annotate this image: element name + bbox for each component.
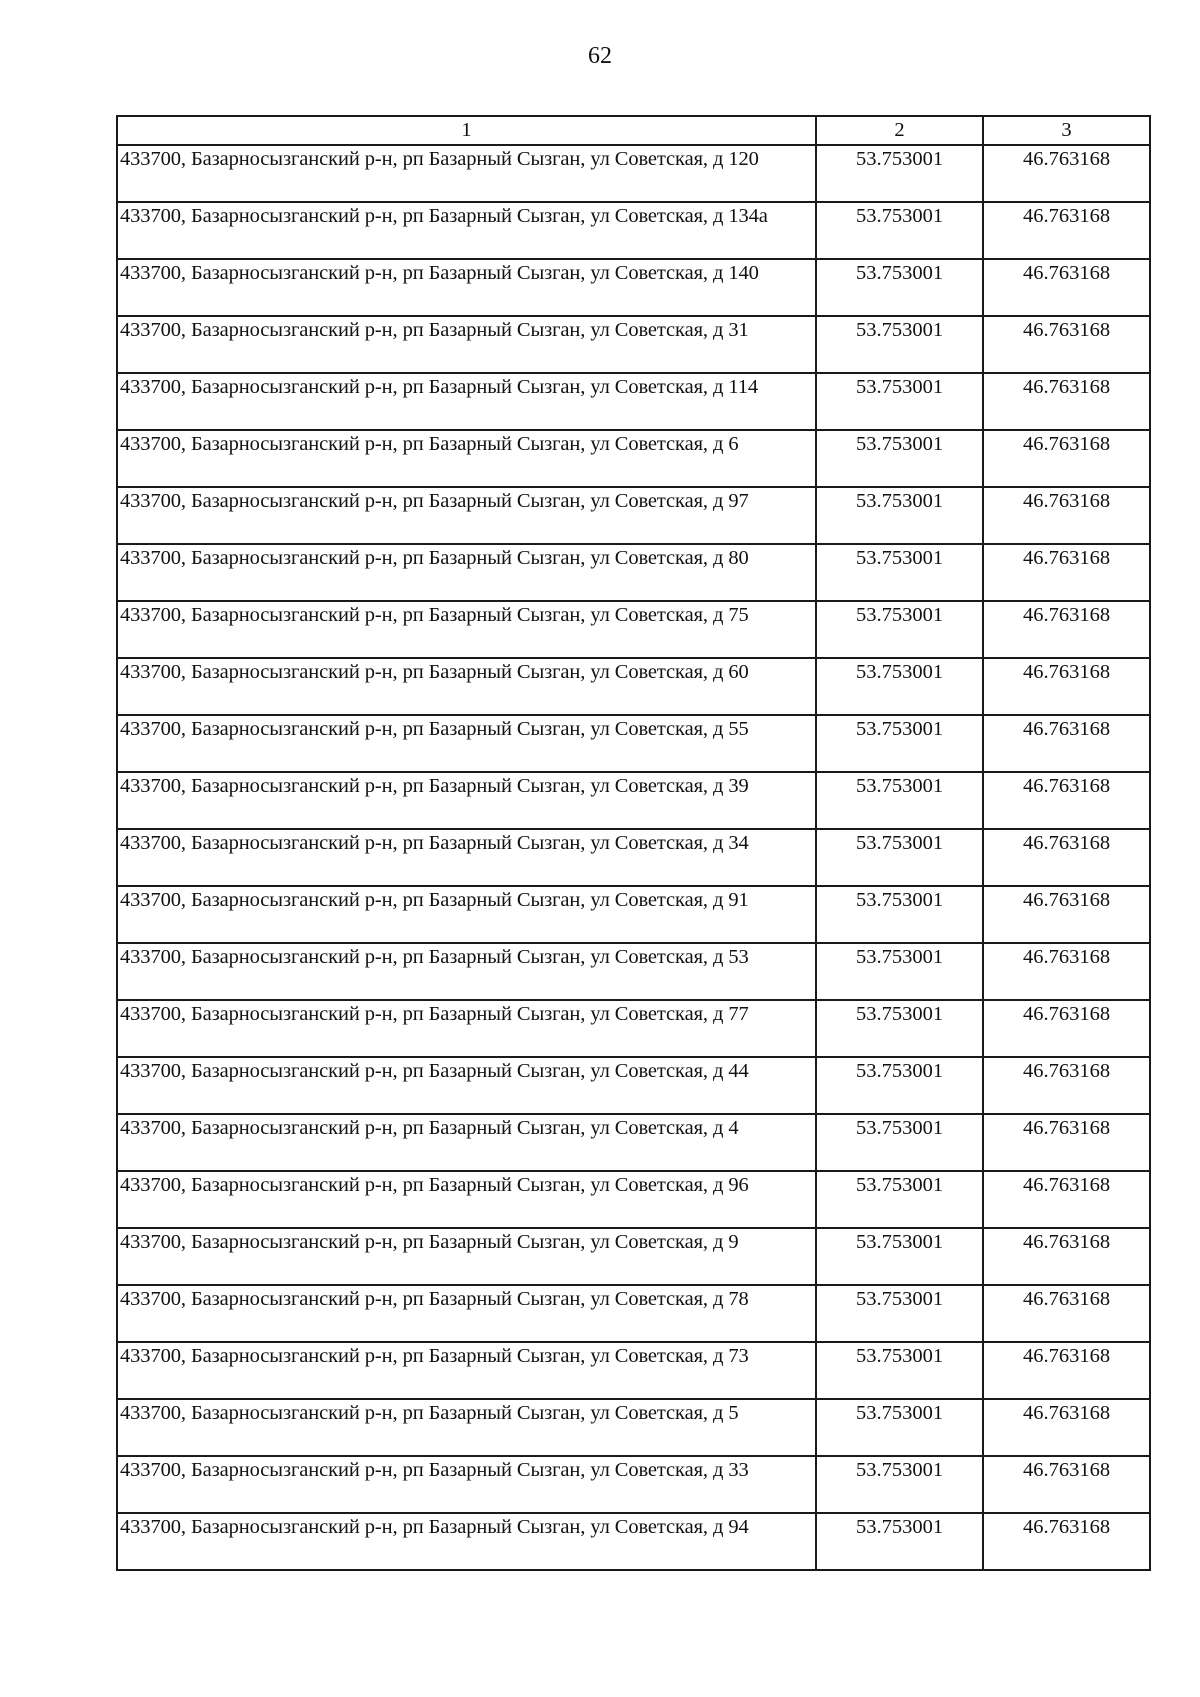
longitude-cell: 46.763168	[983, 772, 1150, 829]
address-cell: 433700, Базарносызганский р-н, рп Базарный Сызган, ул Советская, д 39	[117, 772, 816, 829]
address-cell: 433700, Базарносызганский р-н, рп Базарный Сызган, ул Советская, д 9	[117, 1228, 816, 1285]
table-row	[117, 943, 1150, 1000]
address-cell: 433700, Базарносызганский р-н, рп Базарный Сызган, ул Советская, д 134а	[117, 202, 816, 259]
longitude-cell: 46.763168	[983, 1285, 1150, 1342]
table-row	[117, 1057, 1150, 1114]
latitude-cell: 53.753001	[816, 1342, 983, 1399]
table-row	[117, 1114, 1150, 1171]
address-cell: 433700, Базарносызганский р-н, рп Базарный Сызган, ул Советская, д 78	[117, 1285, 816, 1342]
latitude-cell: 53.753001	[816, 430, 983, 487]
longitude-cell: 46.763168	[983, 316, 1150, 373]
table-row	[117, 202, 1150, 259]
address-cell: 433700, Базарносызганский р-н, рп Базарный Сызган, ул Советская, д 6	[117, 430, 816, 487]
address-table	[116, 115, 1151, 1571]
address-cell: 433700, Базарносызганский р-н, рп Базарный Сызган, ул Советская, д 5	[117, 1399, 816, 1456]
address-cell: 433700, Базарносызганский р-н, рп Базарный Сызган, ул Советская, д 73	[117, 1342, 816, 1399]
column-header-3: 3	[983, 116, 1150, 145]
latitude-cell: 53.753001	[816, 1171, 983, 1228]
address-cell: 433700, Базарносызганский р-н, рп Базарный Сызган, ул Советская, д 97	[117, 487, 816, 544]
table-row	[117, 1285, 1150, 1342]
latitude-cell: 53.753001	[816, 1399, 983, 1456]
longitude-cell: 46.763168	[983, 487, 1150, 544]
table-row	[117, 430, 1150, 487]
address-cell: 433700, Базарносызганский р-н, рп Базарный Сызган, ул Советская, д 4	[117, 1114, 816, 1171]
table-header	[117, 116, 1150, 145]
table-row	[117, 373, 1150, 430]
longitude-cell: 46.763168	[983, 1342, 1150, 1399]
longitude-cell: 46.763168	[983, 373, 1150, 430]
address-cell: 433700, Базарносызганский р-н, рп Базарный Сызган, ул Советская, д 31	[117, 316, 816, 373]
latitude-cell: 53.753001	[816, 487, 983, 544]
table-row	[117, 1513, 1150, 1570]
latitude-cell: 53.753001	[816, 658, 983, 715]
longitude-cell: 46.763168	[983, 1114, 1150, 1171]
latitude-cell: 53.753001	[816, 1513, 983, 1570]
longitude-cell: 46.763168	[983, 1456, 1150, 1513]
table-row	[117, 259, 1150, 316]
table-row	[117, 886, 1150, 943]
table-row	[117, 544, 1150, 601]
longitude-cell: 46.763168	[983, 1000, 1150, 1057]
longitude-cell: 46.763168	[983, 829, 1150, 886]
longitude-cell: 46.763168	[983, 886, 1150, 943]
longitude-cell: 46.763168	[983, 1513, 1150, 1570]
address-cell: 433700, Базарносызганский р-н, рп Базарный Сызган, ул Советская, д 55	[117, 715, 816, 772]
table-row	[117, 1228, 1150, 1285]
table-row	[117, 1456, 1150, 1513]
address-cell: 433700, Базарносызганский р-н, рп Базарный Сызган, ул Советская, д 44	[117, 1057, 816, 1114]
column-header-1: 1	[117, 116, 816, 145]
table-row	[117, 145, 1150, 202]
page-number: 62	[588, 43, 612, 69]
header-row	[117, 116, 1150, 145]
column-header-2: 2	[816, 116, 983, 145]
longitude-cell: 46.763168	[983, 202, 1150, 259]
longitude-cell: 46.763168	[983, 1171, 1150, 1228]
latitude-cell: 53.753001	[816, 1057, 983, 1114]
latitude-cell: 53.753001	[816, 259, 983, 316]
longitude-cell: 46.763168	[983, 658, 1150, 715]
longitude-cell: 46.763168	[983, 1057, 1150, 1114]
latitude-cell: 53.753001	[816, 1114, 983, 1171]
address-cell: 433700, Базарносызганский р-н, рп Базарный Сызган, ул Советская, д 53	[117, 943, 816, 1000]
address-cell: 433700, Базарносызганский р-н, рп Базарный Сызган, ул Советская, д 114	[117, 373, 816, 430]
latitude-cell: 53.753001	[816, 829, 983, 886]
table-body	[117, 145, 1150, 1570]
longitude-cell: 46.763168	[983, 715, 1150, 772]
table-row	[117, 316, 1150, 373]
longitude-cell: 46.763168	[983, 1228, 1150, 1285]
address-cell: 433700, Базарносызганский р-н, рп Базарный Сызган, ул Советская, д 140	[117, 259, 816, 316]
table-row	[117, 1342, 1150, 1399]
longitude-cell: 46.763168	[983, 145, 1150, 202]
latitude-cell: 53.753001	[816, 943, 983, 1000]
latitude-cell: 53.753001	[816, 544, 983, 601]
address-cell: 433700, Базарносызганский р-н, рп Базарный Сызган, ул Советская, д 75	[117, 601, 816, 658]
address-cell: 433700, Базарносызганский р-н, рп Базарный Сызган, ул Советская, д 77	[117, 1000, 816, 1057]
table-row	[117, 1000, 1150, 1057]
address-cell: 433700, Базарносызганский р-н, рп Базарный Сызган, ул Советская, д 34	[117, 829, 816, 886]
latitude-cell: 53.753001	[816, 601, 983, 658]
table-row	[117, 1399, 1150, 1456]
latitude-cell: 53.753001	[816, 202, 983, 259]
latitude-cell: 53.753001	[816, 1000, 983, 1057]
latitude-cell: 53.753001	[816, 1285, 983, 1342]
longitude-cell: 46.763168	[983, 601, 1150, 658]
longitude-cell: 46.763168	[983, 259, 1150, 316]
latitude-cell: 53.753001	[816, 715, 983, 772]
address-cell: 433700, Базарносызганский р-н, рп Базарный Сызган, ул Советская, д 33	[117, 1456, 816, 1513]
table-row	[117, 1171, 1150, 1228]
table-row	[117, 829, 1150, 886]
address-cell: 433700, Базарносызганский р-н, рп Базарный Сызган, ул Советская, д 94	[117, 1513, 816, 1570]
latitude-cell: 53.753001	[816, 1228, 983, 1285]
table-row	[117, 715, 1150, 772]
longitude-cell: 46.763168	[983, 943, 1150, 1000]
table-row	[117, 658, 1150, 715]
latitude-cell: 53.753001	[816, 1456, 983, 1513]
address-cell: 433700, Базарносызганский р-н, рп Базарный Сызган, ул Советская, д 96	[117, 1171, 816, 1228]
address-cell: 433700, Базарносызганский р-н, рп Базарный Сызган, ул Советская, д 80	[117, 544, 816, 601]
latitude-cell: 53.753001	[816, 886, 983, 943]
table-row	[117, 772, 1150, 829]
longitude-cell: 46.763168	[983, 544, 1150, 601]
longitude-cell: 46.763168	[983, 1399, 1150, 1456]
latitude-cell: 53.753001	[816, 145, 983, 202]
address-cell: 433700, Базарносызганский р-н, рп Базарный Сызган, ул Советская, д 120	[117, 145, 816, 202]
table-row	[117, 487, 1150, 544]
latitude-cell: 53.753001	[816, 772, 983, 829]
latitude-cell: 53.753001	[816, 373, 983, 430]
latitude-cell: 53.753001	[816, 316, 983, 373]
table-row	[117, 601, 1150, 658]
longitude-cell: 46.763168	[983, 430, 1150, 487]
address-cell: 433700, Базарносызганский р-н, рп Базарный Сызган, ул Советская, д 60	[117, 658, 816, 715]
address-cell: 433700, Базарносызганский р-н, рп Базарный Сызган, ул Советская, д 91	[117, 886, 816, 943]
